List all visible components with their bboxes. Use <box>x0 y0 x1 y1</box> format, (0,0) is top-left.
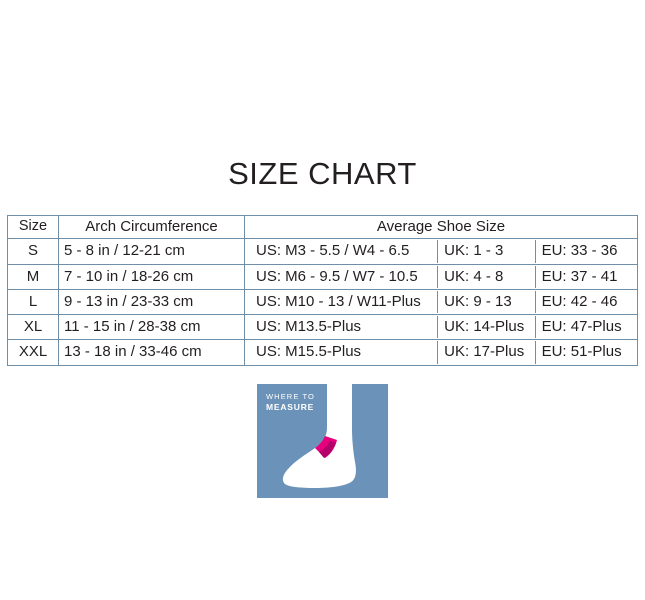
size-chart-table <box>7 215 638 366</box>
figure-caption-line1: WHERE TO <box>266 391 315 401</box>
figure-caption-line2: MEASURE <box>266 401 315 412</box>
table-row <box>8 264 638 289</box>
cell-shoe-eu: EU: 42 - 46 <box>535 291 632 313</box>
page-title: SIZE CHART <box>228 156 417 191</box>
cell-arch: 5 - 8 in / 12-21 cm <box>59 239 245 264</box>
column-header-average-shoe-size: Average Shoe Size <box>245 216 638 239</box>
cell-size: XXL <box>8 340 59 365</box>
cell-shoe-us: US: M6 - 9.5 / W7 - 10.5 <box>256 267 418 285</box>
cell-arch: 9 - 13 in / 23-33 cm <box>59 289 245 314</box>
cell-shoe <box>245 239 638 264</box>
cell-shoe-eu: EU: 51-Plus <box>535 341 632 363</box>
cell-shoe-uk: UK: 4 - 8 <box>437 266 534 288</box>
column-header-size: Size <box>8 216 59 239</box>
table-header-row <box>8 216 638 239</box>
size-chart-table-wrap <box>7 215 638 366</box>
cell-shoe-eu: EU: 47-Plus <box>535 316 632 338</box>
cell-size: M <box>8 264 59 289</box>
foot-illustration-icon <box>257 384 388 498</box>
table-row <box>8 315 638 340</box>
cell-size: L <box>8 289 59 314</box>
table-row <box>8 340 638 365</box>
cell-arch: 11 - 15 in / 28-38 cm <box>59 315 245 340</box>
cell-size: XL <box>8 315 59 340</box>
cell-shoe-us: US: M10 - 13 / W11-Plus <box>256 292 421 310</box>
cell-shoe <box>245 340 638 365</box>
cell-shoe <box>245 289 638 314</box>
cell-shoe-eu: EU: 33 - 36 <box>535 240 632 262</box>
cell-shoe-us: US: M3 - 5.5 / W4 - 6.5 <box>256 242 410 260</box>
cell-shoe-uk: UK: 17-Plus <box>437 341 534 363</box>
cell-shoe-us: US: M13.5-Plus <box>256 318 362 335</box>
cell-shoe <box>245 315 638 340</box>
cell-arch: 7 - 10 in / 18-26 cm <box>59 264 245 289</box>
cell-shoe-us: US: M15.5-Plus <box>256 343 362 361</box>
leg-shape <box>283 384 356 488</box>
cell-shoe <box>245 264 638 289</box>
cell-shoe-uk: UK: 14-Plus <box>437 316 534 338</box>
table-row <box>8 239 638 264</box>
cell-arch: 13 - 18 in / 33-46 cm <box>59 340 245 365</box>
cell-shoe-uk: UK: 1 - 3 <box>437 240 534 262</box>
cell-shoe-eu: EU: 37 - 41 <box>535 266 632 288</box>
table-row <box>8 289 638 314</box>
column-header-arch-circumference: Arch Circumference <box>59 216 245 239</box>
cell-shoe-uk: UK: 9 - 13 <box>437 291 534 313</box>
cell-size: S <box>8 239 59 264</box>
where-to-measure-figure <box>257 384 388 498</box>
